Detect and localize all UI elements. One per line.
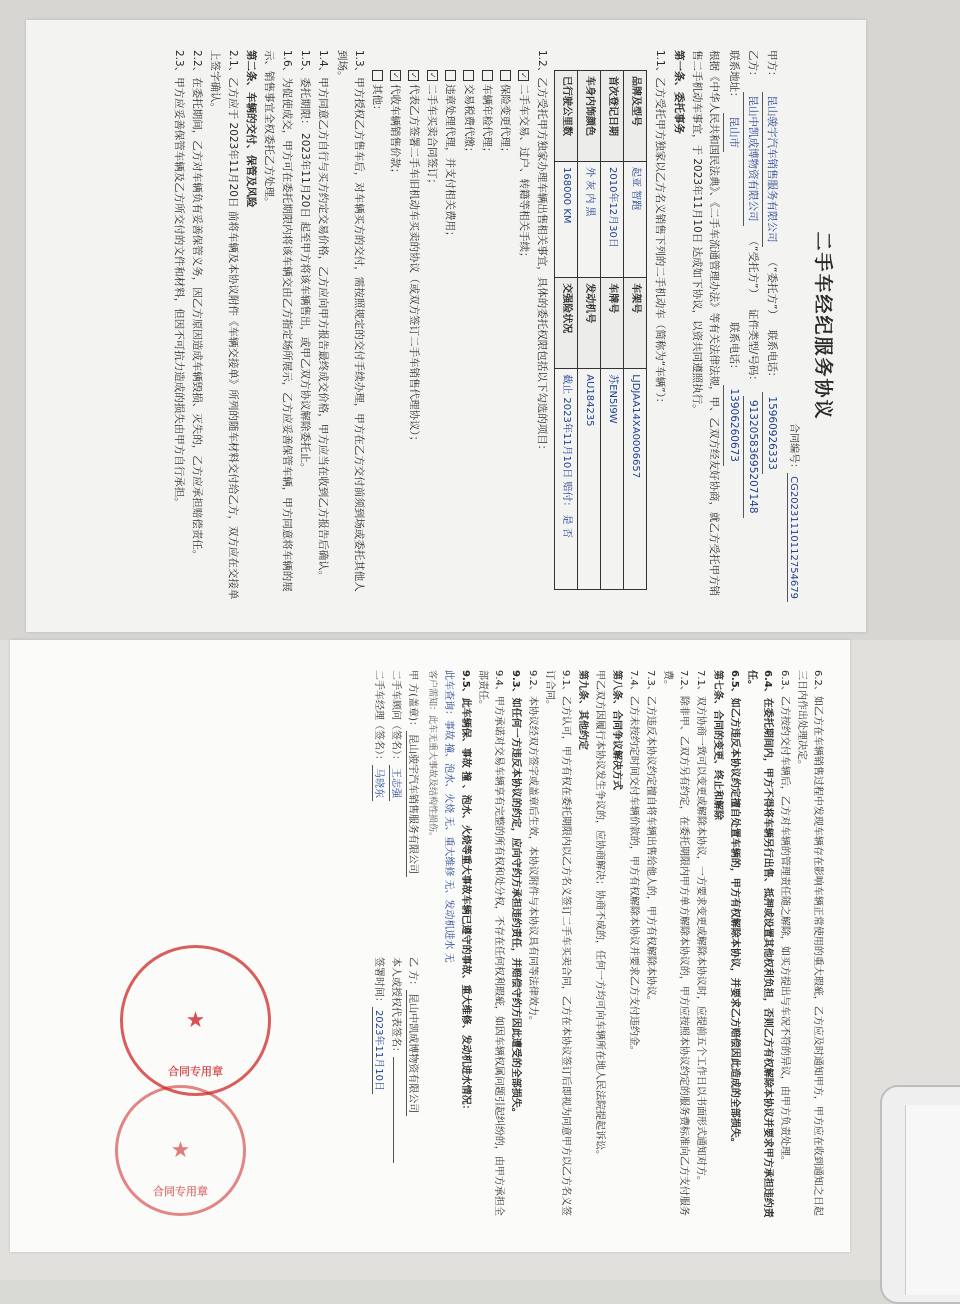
checkbox-icon <box>372 70 383 81</box>
seal-star-icon: ★ <box>170 1138 191 1163</box>
table-row <box>554 71 577 590</box>
option-label: 车辆年检代理； <box>481 84 494 158</box>
checkbox-icon <box>445 70 456 81</box>
clause-1-5: 1.5、委托期限： 2023年11月20日 起至甲方将该车辆售出，或甲乙双方协议解除委托止。 <box>298 50 311 474</box>
checkbox-icon <box>463 70 474 81</box>
table-header-cell: 发动机号 <box>577 278 600 369</box>
authorization-option <box>386 70 403 602</box>
table-row <box>600 71 623 590</box>
clause-9-3: 9.3、如任何一方违反本协议的约定，应向守约方承担违约责任，并赔偿守约方因此遭受的全部损失。 <box>510 670 521 1118</box>
clause-7-2: 7.2、除非甲、乙双方另有约定，在委托期限内甲方单方解除本协议的，甲方应按照本协议约定的服务费标准向乙方支付服务费。 <box>662 670 689 1216</box>
address-row: 联系地址： 昆山市 联系电话： 13906260673 <box>723 50 741 602</box>
clause-6-5: 6.5、如乙方违反本协议约定擅自处置车辆的，甲方有权解除本协议，并要求乙方赔偿因此造成的全部损失。 <box>729 670 740 1148</box>
authorization-option <box>514 70 531 602</box>
clause-1-1: 1.1、乙方受托甲方独家以乙方名义销售下列的二手机动车（简称为“车辆”）： <box>654 50 667 409</box>
table-cell: 截止 2023年11月10日 赔付： 是 否 <box>554 369 577 590</box>
authorization-option <box>496 70 513 602</box>
authorization-option <box>441 70 458 602</box>
checkbox-icon: ✓ <box>518 70 529 81</box>
checkbox-icon: ✓ <box>427 70 438 81</box>
clause-9-1: 9.1、乙方认可，甲方有权在委托期限内以乙方名义签订二手车买卖合同，乙方在本协议签订后即视为同意甲方以乙方名义签订合同。 <box>544 670 571 1216</box>
table-cell: 起亚 智跑 <box>623 162 646 278</box>
party-b-sign: 昆山中凯成博物资有限公司 <box>406 990 418 1116</box>
clause-9-5-note: 此车查询：事故 撞、泡水、火烧 无、重大维修 无、发动机进水 无 <box>443 670 454 963</box>
clause-1-6: 1.6、为促使成交，甲方可在委托期限内将该车辆交由乙方指定场所展示，乙方应妥善保管车辆，甲方同意将车辆的展示、销售事宜全权委托乙方处理。 <box>263 50 293 592</box>
clause-2-1: 2.1、乙方应于 2023年11月20日 前将车辆及本协议附件《车辆交接单》所列的随车材料交付给乙方，双方应在交接单上签字确认。 <box>209 50 239 600</box>
clause-6-4: 6.4、在委托期间内，甲方不得将车辆另行出售、抵押或设置其他权利负担，否则乙方有权解除本协议并要求甲方承担违约责任。 <box>746 670 773 1218</box>
table-cell: 外 灰 内 黑 <box>577 162 600 278</box>
clause-1-2: 1.2、乙方受托甲方独家办理车辆出售相关事宜，具体的委托权限包括以下勾选的项目： <box>535 50 548 456</box>
authorization-option <box>404 70 421 602</box>
clause-9-5: 9.5、此车辆保、事故 撞 、泡水、火烧等重大事故车辆已遵守的事故、重大维修、发动机进水情况： <box>460 670 471 1115</box>
table-cell: AU184235 <box>577 369 600 590</box>
seal-star-icon: ★ <box>185 1008 206 1033</box>
table-header-cell: 首次登记日期 <box>600 71 623 162</box>
option-label: 交易税费代缴； <box>462 84 475 158</box>
clause-7-1: 7.1、双方协商一致可以变更或解除本协议，一方要求变更或解除本协议时，应提前五个工作日以书面形式通知对方。 <box>695 670 706 1186</box>
sign-date: 2023年11月10日 <box>372 1007 384 1094</box>
table-row <box>623 71 646 590</box>
checkbox-icon: ✓ <box>390 70 401 81</box>
authorization-option <box>368 70 385 602</box>
party-a-sign: 昆山骏宇汽车销售服务有限公司 <box>406 731 418 877</box>
article-7-heading: 第七条、合同的变更、终止和解除 <box>712 670 723 820</box>
table-cell: 2010年12月30日 <box>600 162 623 278</box>
table-cell: LJDJAA14XA0006657 <box>623 369 646 590</box>
table-cell: 168000 KM <box>554 162 577 278</box>
table-row <box>577 71 600 590</box>
checkbox-icon <box>482 70 493 81</box>
clause-6-3: 6.3、乙方按约交付车辆后，乙方对车辆的管理责任随之解除，如买方提出与车况不符的异议，由甲方负责处理。 <box>779 670 790 1166</box>
authorization-options <box>368 50 532 602</box>
table-cell: 苏EN5I9W <box>600 369 623 590</box>
advisor-signature: 王志强 <box>389 765 401 801</box>
checkbox-icon: ✓ <box>408 70 419 81</box>
table-header-cell: 已行驶公里数 <box>554 71 577 162</box>
contract-page-1 <box>26 20 866 632</box>
table-header-cell: 车架号 <box>623 278 646 369</box>
clause-7-4: 7.4、乙方未按约定时间交付车辆价款的，甲方有权解除本协议并要求乙方支付违约金。 <box>628 670 639 1056</box>
clause-1-3: 1.3、甲方授权乙方售车后，对车辆买方的交付，需按照规定的交付手续办理，甲方在乙方交付前须到场或委托其他人到场。 <box>335 50 365 592</box>
option-label: 代收车辆销售价款； <box>389 84 402 179</box>
article-9-heading: 第九条、其他约定 <box>577 670 588 750</box>
checkbox-icon <box>500 70 511 81</box>
table-header-cell: 车身内饰颜色 <box>577 71 600 162</box>
party-a-row: 甲方： 昆山骏宇汽车销售服务有限公司 （“委托方”） 联系电话： 15960926333 <box>762 50 780 602</box>
authorization-option <box>478 70 495 602</box>
article-8-heading: 第八条、合同争议解决方式 <box>611 670 622 790</box>
clause-9-2: 9.2、本协议经双方签字或盖章后生效，本协议附件与本协议具有同等法律效力。 <box>527 670 538 1026</box>
contract-number: 合同编号：CG20231110112754679 <box>784 50 801 602</box>
option-label: 其他： <box>371 84 384 116</box>
table-header-cell: 品牌及型号 <box>623 71 646 162</box>
signature-block: 甲 方(盖章)：昆山骏宇汽车销售服务有限公司 二手车顾问（签名）：王志强 二手车经理（签名）：马晓东 乙 方：昆山中凯成博物资有限公司 本人或授权代表签名： 签署时间：2023年11月10日 <box>369 670 421 1222</box>
vehicle-info-table <box>554 70 647 590</box>
table-header-cell: 车牌号 <box>600 278 623 369</box>
manager-signature: 马晓东 <box>372 765 384 801</box>
clause-2-2: 2.2、在委托期间，乙方对车辆负有妥善保管义务，因乙方原因造成车辆毁损、灭失的，乙方应承担赔偿责任。 <box>191 50 204 561</box>
clause-7-3: 7.3、乙方违反本协议约定擅自将车辆出售给他人的，甲方有权解除本协议。 <box>645 670 656 1006</box>
article-2-heading: 第二条、车辆的交付、保管及风险 <box>244 50 257 208</box>
clause-9-4: 9.4、甲方承诺对交易车辆享有完整的所有权和处分权，不存在任何权利瑕疵，如因车辆权属问题引起纠纷的，由甲方承担全部责任。 <box>477 670 504 1216</box>
device-screen-edge <box>905 1105 960 1295</box>
option-label: 二手车买卖合同签订； <box>426 84 439 189</box>
table-header-cell: 交强险状况 <box>554 278 577 369</box>
clause-8: 甲乙双方因履行本协议发生争议的，应协商解决；协商不成的，任何一方均可向车辆所在地人民法院提起诉讼。 <box>594 670 605 1160</box>
option-label: 二手车交易、过户、转籍等相关手续； <box>517 84 530 263</box>
option-label: 违章处理代理，并支付相关费用； <box>444 84 457 242</box>
article-1-heading: 第一条、委托事务 <box>672 50 685 134</box>
party-a-seal: ★ 合同专用章 <box>120 945 271 1096</box>
intro-paragraph: 根据《中华人民共和国民法典》、《二手车流通管理办法》等有关法律法规，甲、乙双方经友好协商，就乙方受托甲方销售二手机动车事宜，于 2023年11月10日 达成如下协议，以资共同遵照执行。 <box>690 50 721 596</box>
party-b-row: 乙方： 昆山中凯成博物资有限公司 （“受托方”） 证件类型/号码： 91320583695207148 <box>743 50 761 602</box>
clause-2-3: 2.3、甲方应妥善保管车辆及乙方所交付的文件和材料，但因不可抗力造成的损失由甲方自行承担。 <box>172 50 185 508</box>
option-label: 代表乙方签署二手车旧机动车买卖的协议（或双方签订二手车销售代理协议）； <box>407 84 420 447</box>
authorization-option <box>459 70 476 602</box>
option-label: 保险变更代理； <box>499 84 512 158</box>
clause-1-4: 1.4、甲方同意乙方自行与买方约定交易价格，乙方应向甲方报告最终成交价格，甲方应当在收到乙方报告后确认。 <box>317 50 330 582</box>
clause-6-2: 6.2、如乙方在车辆销售过程中发现车辆存在影响车辆正常使用的重大瑕疵，乙方应及时通知甲方，甲方应在收到通知之日起三日内作出处理决定。 <box>796 670 823 1216</box>
page-title: 二手车经纪服务协议 <box>812 231 834 421</box>
party-b-seal: ★ 合同专用章 <box>115 1085 246 1216</box>
authorization-option <box>423 70 440 602</box>
footer-note: 客户需知：此车无重大事故及结构性损伤。 <box>427 670 437 842</box>
